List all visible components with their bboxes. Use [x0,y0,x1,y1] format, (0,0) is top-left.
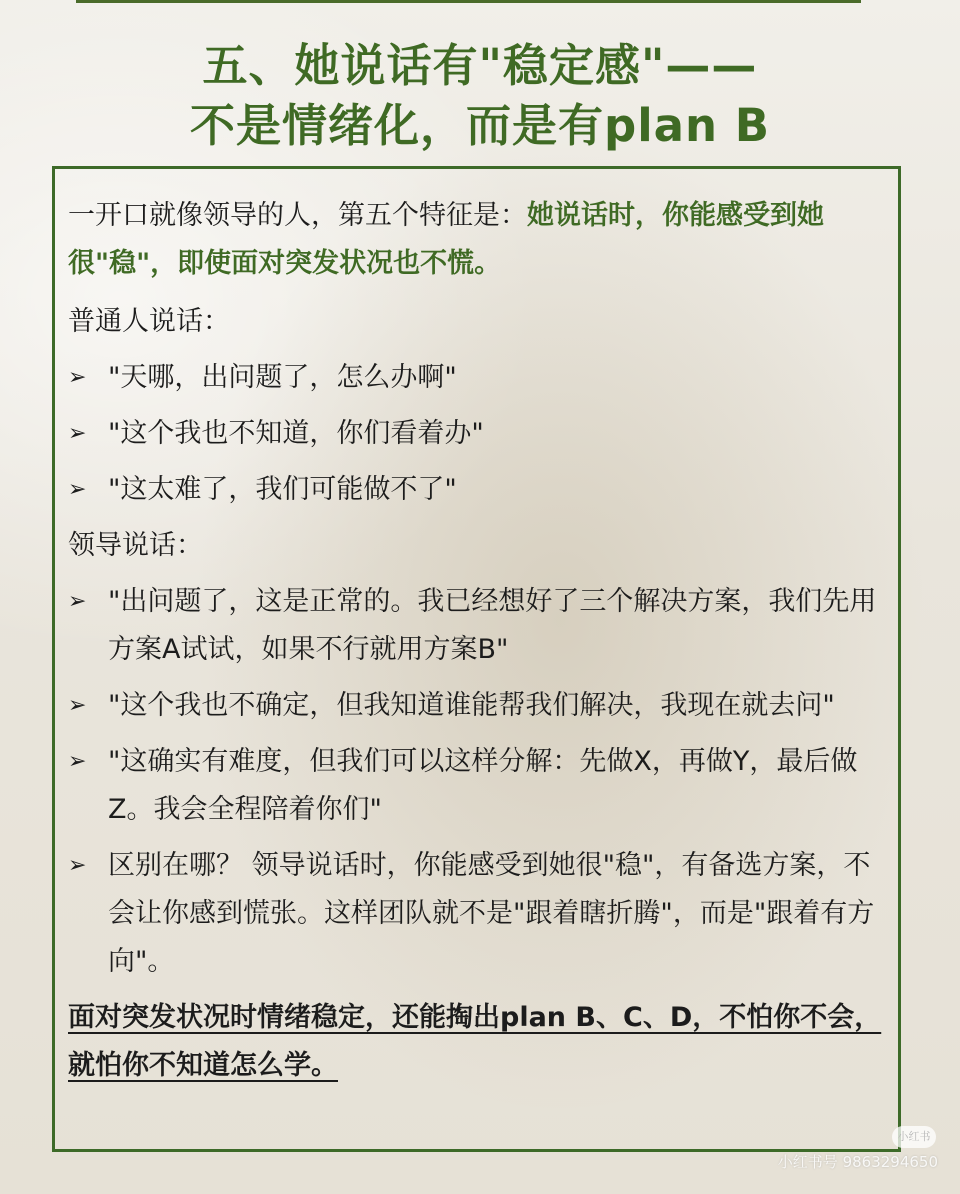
watermark-logo: 小红书 [892,1126,936,1148]
leader-item-text: "这个我也不确定，但我知道谁能帮我们解决，我现在就去问" [108,690,835,721]
ordinary-item-text: "这太难了，我们可能做不了" [108,474,457,505]
list-item [68,738,888,834]
arrow-bullet-icon: ➢ [68,693,87,718]
arrow-bullet-icon: ➢ [68,853,87,878]
title-line-2: 不是情绪化，而是有plan B [189,99,770,152]
difference-text: 区别在哪？ 领导说话时，你能感受到她很"稳"，有备选方案，不会让你感到慌张。这样团队就不是"跟着瞎折腾"，而是"跟着有方向"。 [108,850,875,977]
page-title [0,36,960,156]
list-item [68,578,888,674]
intro-highlight: 她说话时，你能感受到她很"稳"，即使面对突发状况也不慌。 [68,200,824,279]
intro-paragraph [68,192,888,288]
arrow-bullet-icon: ➢ [68,589,87,614]
list-item [68,842,888,986]
arrow-bullet-icon: ➢ [68,421,87,446]
content-body [68,192,888,1117]
intro-text: 一开口就像领导的人，第五个特征是： [68,200,527,231]
list-item [68,466,888,514]
leader-item-text: "这确实有难度，但我们可以这样分解：先做X，再做Y，最后做Z。我会全程陪着你们" [108,746,858,825]
leader-item-text: "出问题了，这是正常的。我已经想好了三个解决方案，我们先用方案A试试，如果不行就用方案B" [108,586,877,665]
arrow-bullet-icon: ➢ [68,365,87,390]
ordinary-item-text: "这个我也不知道，你们看着办" [108,418,484,449]
list-item [68,682,888,730]
ordinary-label: 普通人说话： [68,306,230,337]
top-divider [76,0,861,3]
conclusion-text: 面对突发状况时情绪稳定，还能掏出plan B、C、D，不怕你不会，就怕你不知道怎么学。 [68,1002,882,1081]
ordinary-item-text: "天哪，出问题了，怎么办啊" [108,362,457,393]
arrow-bullet-icon: ➢ [68,749,87,774]
leader-label: 领导说话： [68,530,203,561]
watermark-text: 小红书号 9863294650 [777,1153,938,1171]
list-item [68,354,888,402]
list-item [68,410,888,458]
arrow-bullet-icon: ➢ [68,477,87,502]
title-line-1: 五、她说话有"稳定感"—— [202,39,758,92]
